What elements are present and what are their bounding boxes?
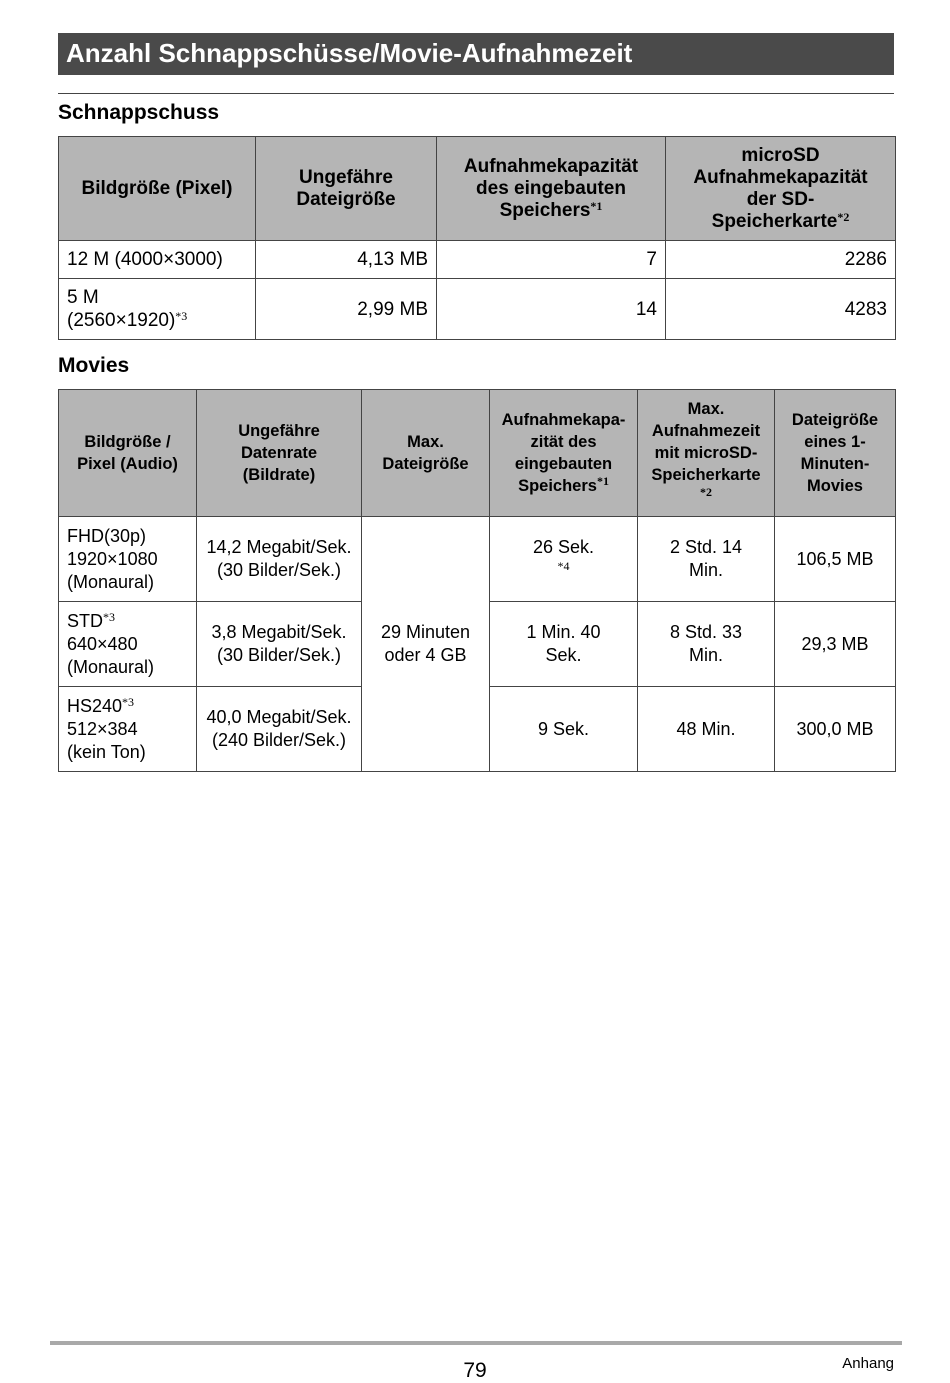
snapshot-size-cell [59, 279, 256, 340]
snapshot-header-card [666, 137, 896, 241]
movies-internal-cell: 9 Sek. [490, 687, 638, 772]
header-label: Max. Dateigröße [382, 433, 469, 473]
footnote-mark: *2 [837, 209, 850, 224]
movies-header-minute-size [775, 390, 896, 517]
movies-header-size [59, 390, 197, 517]
mode-pixels: 640×480 [67, 633, 138, 654]
snapshot-internal-cell: 14 [437, 279, 666, 340]
movies-heading: Movies [58, 354, 130, 377]
mode-name: FHD(30p) [67, 525, 147, 546]
movies-size-cell [59, 517, 197, 602]
movies-header-internal [490, 390, 638, 517]
mode-name: HS240 [67, 695, 123, 716]
movies-rate-cell [197, 687, 362, 772]
movies-minute-size-cell: 106,5 MB [775, 517, 896, 602]
size-label: 5 M (2560×1920) [67, 287, 176, 331]
snapshot-header-size [59, 137, 256, 241]
footnote-mark: *4 [557, 559, 570, 573]
header-label: Max. Aufnahmezeit mit microSD-Speicherkarte [651, 400, 761, 484]
frame-rate: (30 Bilder/Sek.) [216, 645, 342, 665]
footnote-mark: *1 [590, 198, 603, 213]
footnote-mark: *3 [122, 694, 135, 709]
movies-minute-size-cell: 300,0 MB [775, 687, 896, 772]
header-label: Bildgröße (Pixel) [81, 177, 233, 199]
movies-table [58, 389, 896, 772]
snapshot-header-row [59, 137, 896, 241]
snapshot-heading: Schnappschuss [58, 101, 220, 124]
mode-audio: (Monaural) [67, 571, 155, 592]
movies-header-card [638, 390, 775, 517]
table-row [59, 517, 896, 602]
movies-internal-cell [490, 517, 638, 602]
header-label: Aufnahmekapa-zität des eingebauten Speichers [501, 411, 626, 495]
snapshot-file-size-cell: 4,13 MB [256, 241, 437, 279]
snapshot-card-cell: 2286 [666, 241, 896, 279]
movies-header-rate [197, 390, 362, 517]
movies-card-cell: 48 Min. [638, 687, 775, 772]
data-rate: 14,2 Megabit/Sek. [206, 537, 352, 557]
header-label: Bildgröße / Pixel (Audio) [77, 433, 178, 473]
mode-audio: (Monaural) [67, 656, 155, 677]
header-label: Ungefähre Datenrate (Bildrate) [238, 422, 320, 484]
footnote-mark: *3 [103, 609, 115, 624]
table-row [59, 241, 896, 279]
snapshot-internal-cell: 7 [437, 241, 666, 279]
table-row [59, 279, 896, 340]
footnote-mark: *2 [700, 485, 712, 499]
snapshot-file-size-cell: 2,99 MB [256, 279, 437, 340]
movies-size-cell [59, 602, 197, 687]
mode-name: STD [67, 610, 103, 631]
title-divider [58, 93, 894, 94]
footnote-mark: *1 [596, 474, 609, 488]
movies-rate-cell [197, 602, 362, 687]
footer-divider [50, 1341, 902, 1345]
header-label: Aufnahmekapazität des eingebauten Speichers [463, 155, 639, 221]
snapshot-header-internal [437, 137, 666, 241]
movies-rate-cell [197, 517, 362, 602]
header-label: Ungefähre Dateigröße [296, 166, 396, 210]
header-label: microSD Aufnahmekapazität der SD-Speicherkarte [693, 144, 868, 232]
section-label: Anhang [842, 1355, 894, 1372]
frame-rate: (240 Bilder/Sek.) [211, 730, 347, 750]
snapshot-header-file-size [256, 137, 437, 241]
snapshot-table [58, 136, 896, 340]
movies-header-max-size [362, 390, 490, 517]
snapshot-card-cell: 4283 [666, 279, 896, 340]
mode-audio: (kein Ton) [67, 741, 146, 762]
movies-card-cell: 8 Std. 33 Min. [638, 602, 775, 687]
mode-pixels: 512×384 [67, 718, 138, 739]
footnote-mark: *3 [175, 309, 188, 323]
movies-header-row [59, 390, 896, 517]
movies-minute-size-cell: 29,3 MB [775, 602, 896, 687]
snapshot-size-cell: 12 M (4000×3000) [59, 241, 256, 279]
data-rate: 3,8 Megabit/Sek. [211, 622, 347, 642]
movies-internal-cell: 1 Min. 40 Sek. [490, 602, 638, 687]
frame-rate: (30 Bilder/Sek.) [216, 560, 342, 580]
page-number: 79 [463, 1359, 487, 1382]
internal-time: 26 Sek. [532, 537, 595, 557]
movies-max-size-cell: 29 Minuten oder 4 GB [362, 517, 490, 772]
page-title: Anzahl Schnappschüsse/Movie-Aufnahmezeit [58, 33, 894, 75]
movies-card-cell: 2 Std. 14 Min. [638, 517, 775, 602]
header-label: Dateigröße eines 1-Minuten-Movies [791, 411, 879, 495]
movies-size-cell [59, 687, 197, 772]
mode-pixels: 1920×1080 [67, 548, 158, 569]
data-rate: 40,0 Megabit/Sek. [206, 707, 352, 727]
